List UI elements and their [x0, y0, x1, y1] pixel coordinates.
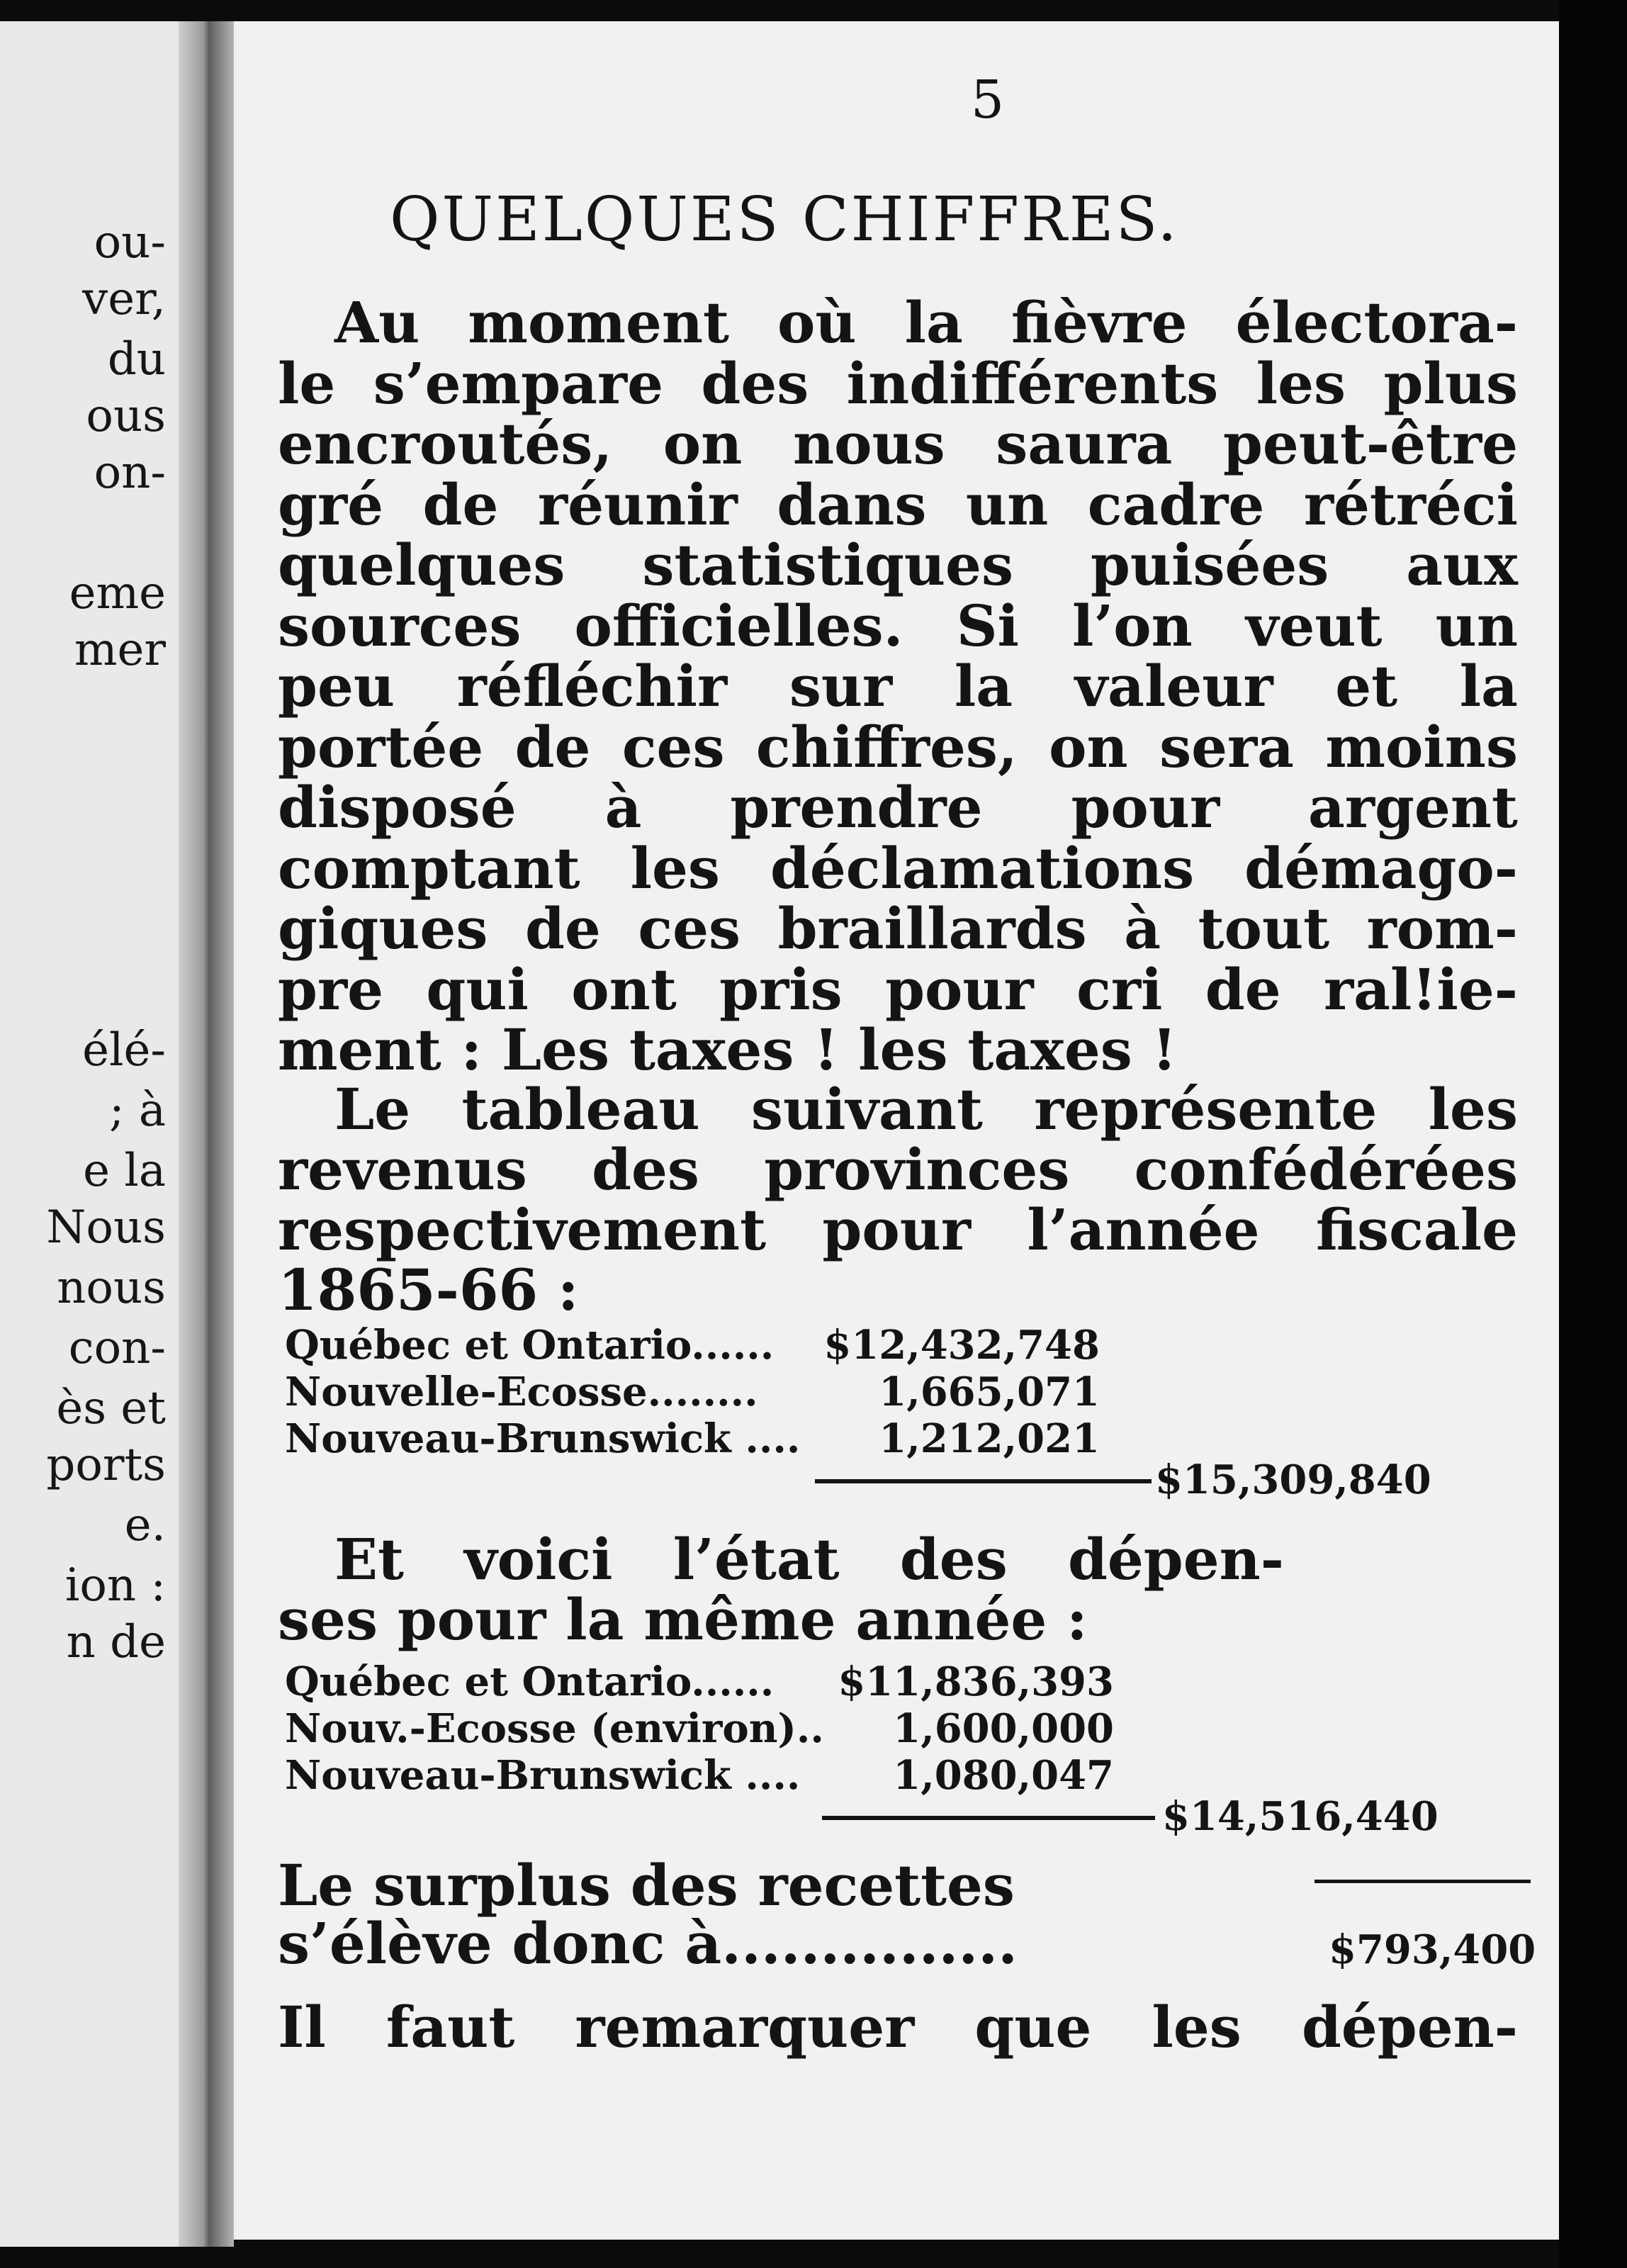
- text-line: comptant les déclamations démago-: [278, 834, 1518, 902]
- row-label: Nouveau-Brunswick ....: [285, 1415, 801, 1462]
- text-line: Au moment où la fièvre électora-: [334, 289, 1518, 356]
- left-page-fragment: mer: [74, 624, 166, 676]
- row-label: Québec et Ontario......: [285, 1658, 775, 1705]
- text-line: respectivement pour l’année fiscale: [278, 1196, 1518, 1263]
- text-line: portée de ces chiffres, on sera moins: [278, 713, 1518, 780]
- row-value: 1,212,021: [879, 1415, 1100, 1462]
- left-page-fragment: élé-: [82, 1024, 166, 1077]
- total-rule: [822, 1816, 1155, 1820]
- text-line: 1865-66 :: [278, 1257, 579, 1323]
- row-label: Québec et Ontario......: [285, 1322, 775, 1369]
- left-page-fragment: on-: [94, 447, 166, 499]
- left-page-fragment: du: [107, 333, 166, 386]
- left-page-fragment: con-: [68, 1322, 166, 1374]
- text-line: pre qui ont pris pour cri de ral!ie-: [278, 955, 1518, 1023]
- row-value: $11,836,393: [838, 1658, 1114, 1705]
- text-line: Le tableau suivant représente les: [334, 1076, 1518, 1143]
- table-total: $15,309,840: [1155, 1456, 1431, 1503]
- row-value: 1,080,047: [893, 1752, 1114, 1799]
- left-facing-page: [0, 21, 179, 2247]
- left-page-fragment: ous: [86, 390, 166, 442]
- text-line: peu réfléchir sur la valeur et la: [278, 653, 1518, 719]
- left-page-fragment: ès et: [56, 1382, 166, 1435]
- left-page-fragment: ver,: [82, 273, 166, 325]
- book-gutter: [179, 21, 234, 2247]
- surplus-value: $793,400: [1329, 1926, 1536, 1973]
- surplus-rule: [1314, 1880, 1531, 1883]
- text-line: giques de ces braillards à tout rom-: [278, 895, 1518, 962]
- surplus-line-1: [278, 1852, 1305, 1919]
- left-page-fragment: ou-: [94, 216, 166, 269]
- text-line: revenus des provinces confédérées: [278, 1136, 1518, 1203]
- left-page-fragment: e la: [83, 1145, 166, 1197]
- book-page: [234, 21, 1559, 2240]
- table-total: $14,516,440: [1162, 1793, 1439, 1840]
- row-label: Nouvelle-Ecosse........: [285, 1369, 758, 1415]
- text-line: ment : Les taxes ! les taxes !: [278, 1016, 1177, 1083]
- surplus-text-2: s’élève donc à...............: [278, 1910, 1018, 1977]
- text-line: encroutés, on nous saura peut-être: [278, 410, 1518, 477]
- page-number: 5: [971, 69, 1005, 130]
- left-page-fragment: n de: [66, 1616, 166, 1668]
- row-value: $12,432,748: [823, 1322, 1100, 1369]
- left-page-fragment: eme: [69, 567, 166, 619]
- closing-line: Il faut remarquer que les dépen-: [278, 1994, 1518, 2060]
- left-page-fragment: e.: [124, 1499, 166, 1551]
- total-rule: [815, 1479, 1152, 1483]
- text-line: quelques statistiques puisées aux: [278, 532, 1518, 598]
- row-value: 1,665,071: [879, 1369, 1100, 1415]
- text-line: ses pour la même année :: [278, 1586, 1088, 1653]
- row-label: Nouv.-Ecosse (environ)..: [285, 1705, 824, 1752]
- section-heading: QUELQUES CHIFFRES.: [390, 184, 1179, 255]
- text-line: Et voici l’état des dépen-: [334, 1526, 1284, 1593]
- text-line: gré de réunir dans un cadre rétréci: [278, 471, 1518, 538]
- left-page-fragment: Nous: [46, 1201, 166, 1254]
- left-page-fragment: ; à: [108, 1084, 166, 1137]
- text-line: sources officielles. Si l’on veut un: [278, 592, 1518, 659]
- text-line: le s’empare des indifférents les plus: [278, 349, 1518, 417]
- scan-border: [1559, 0, 1627, 2268]
- left-page-fragment: ion :: [64, 1559, 166, 1612]
- text-line: disposé à prendre pour argent: [278, 774, 1518, 841]
- left-page-fragment: ports: [46, 1439, 166, 1491]
- left-page-fragment: nous: [57, 1262, 166, 1314]
- row-value: 1,600,000: [893, 1705, 1114, 1752]
- surplus-text-1: Le surplus des recettes: [278, 1852, 1015, 1919]
- row-label: Nouveau-Brunswick ....: [285, 1752, 801, 1799]
